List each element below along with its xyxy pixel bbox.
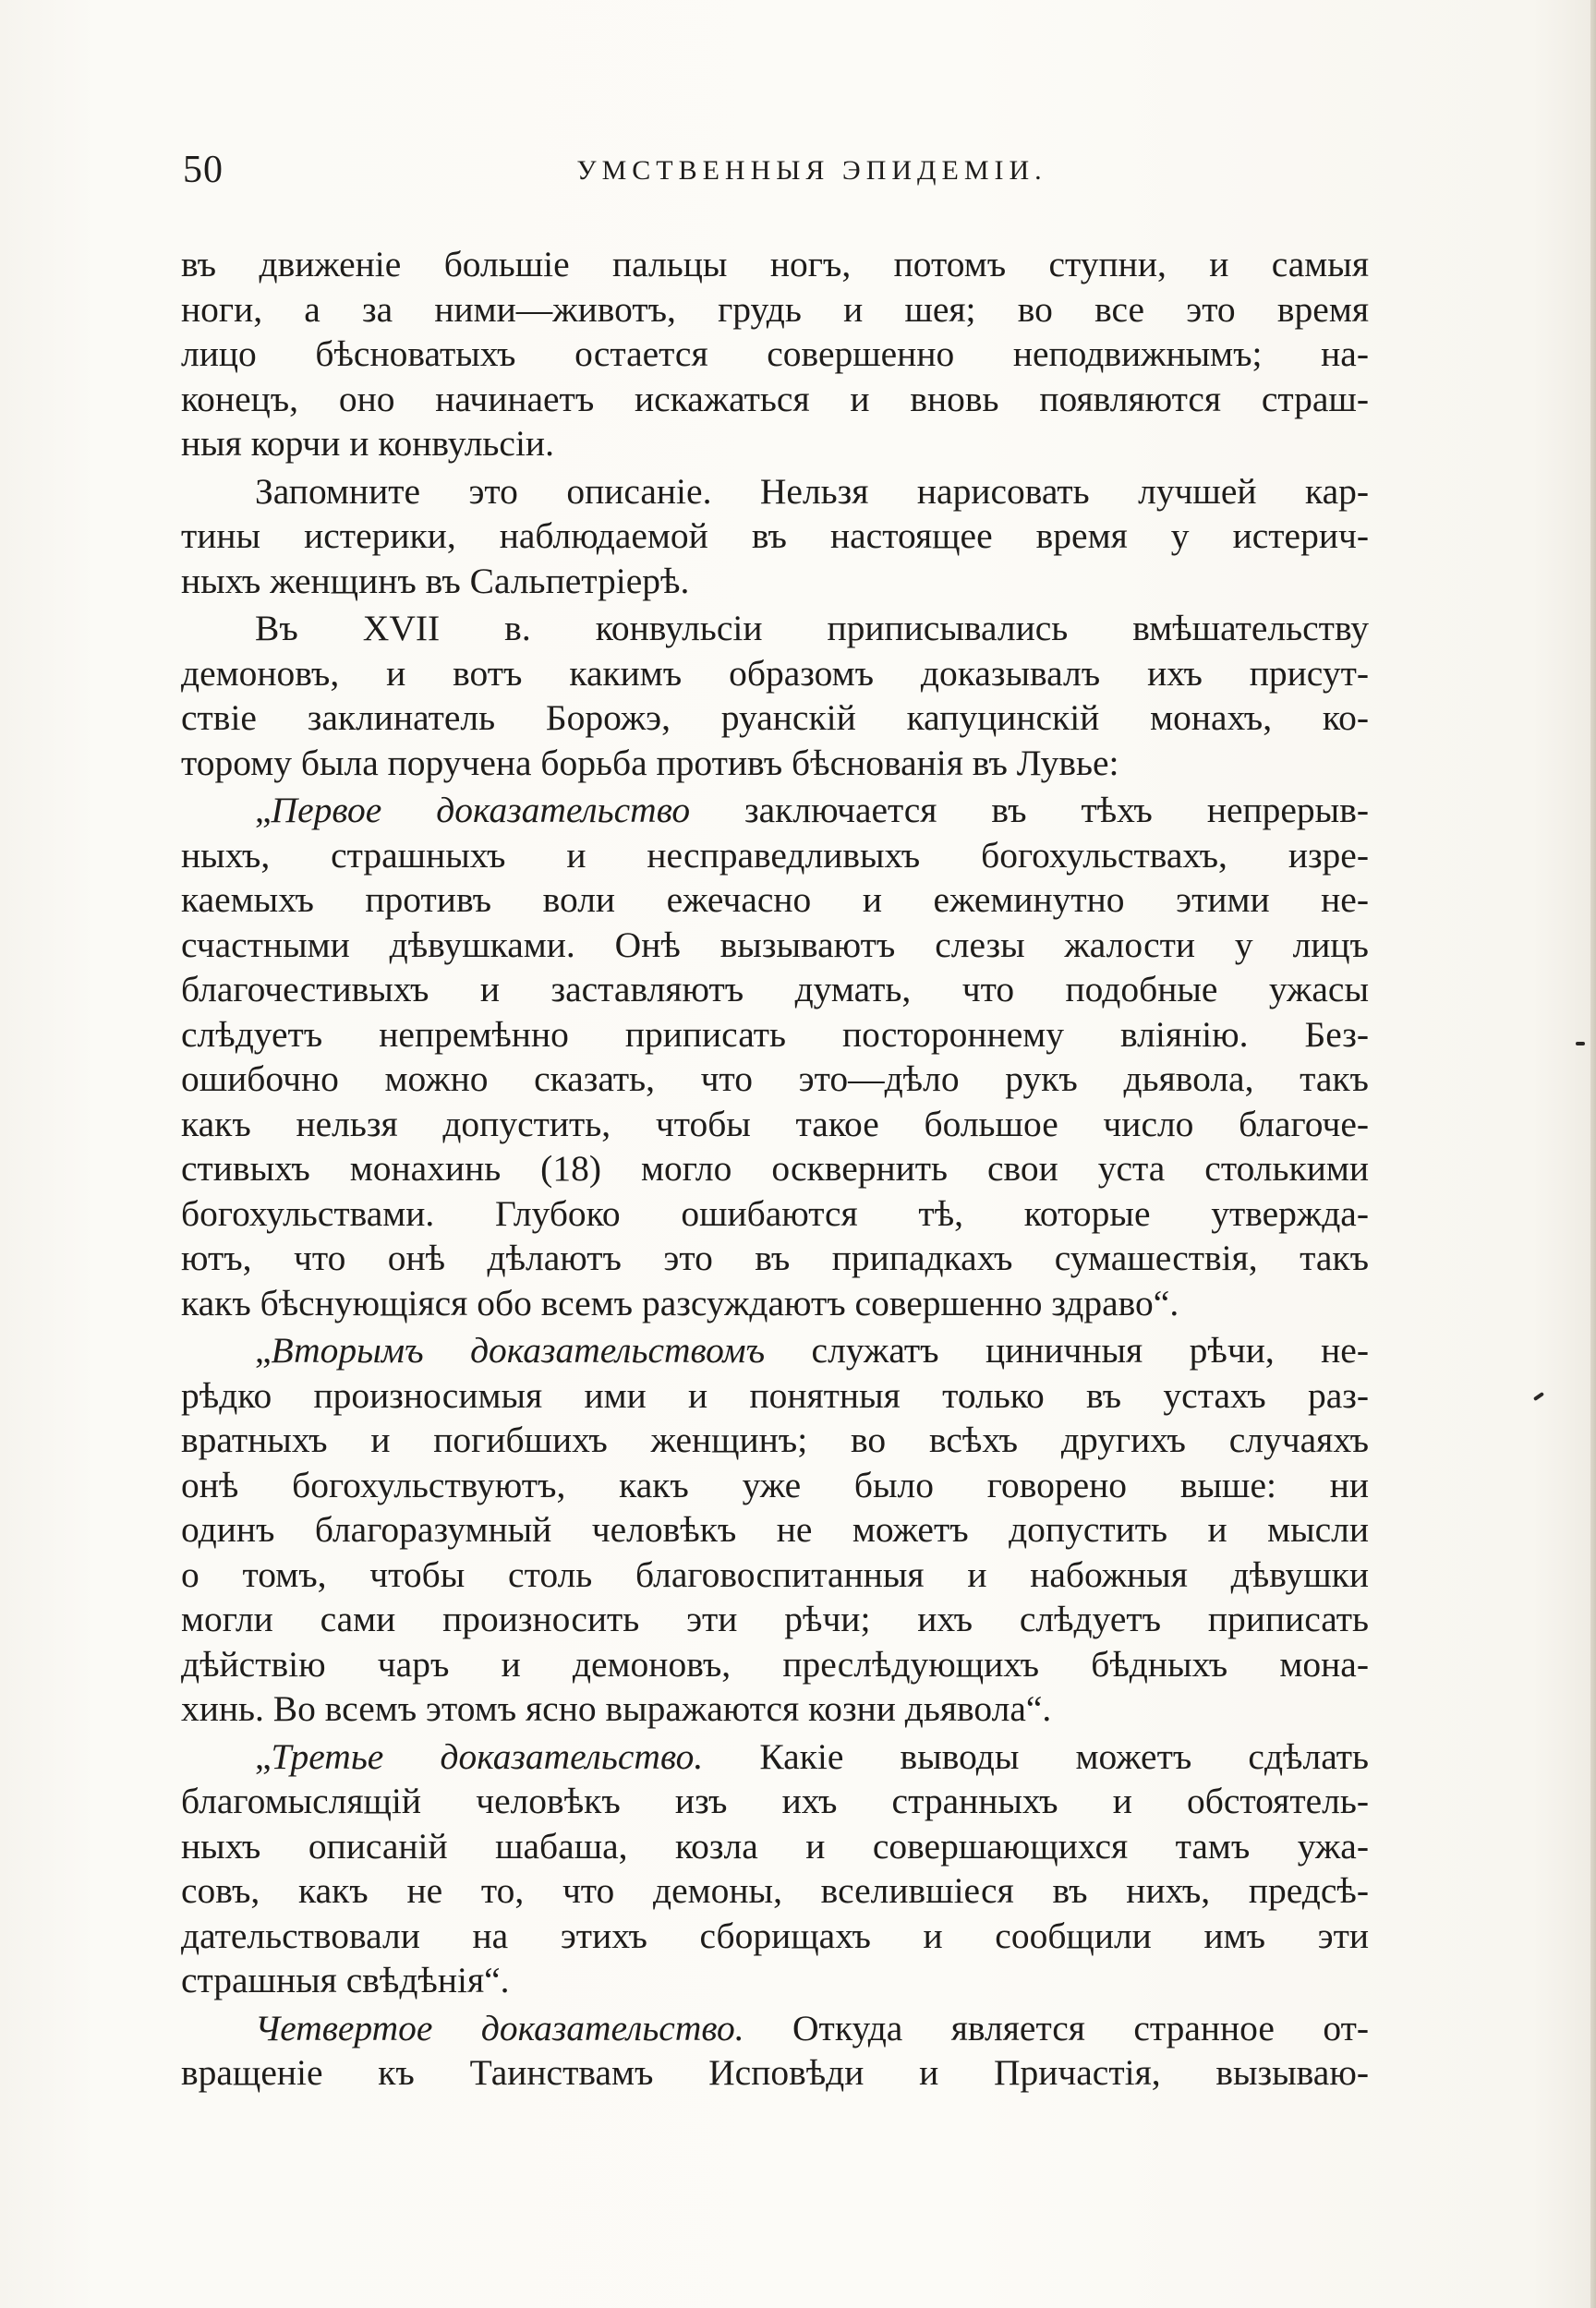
text-line xyxy=(181,1734,1369,1780)
paragraph xyxy=(181,1328,1369,1732)
text-segment: ныя корчи и конвульсіи. xyxy=(181,423,554,464)
paragraph xyxy=(181,788,1369,1325)
text-segment: благочестивыхъ и заставляютъ думать, что подобные ужасы xyxy=(181,969,1369,1009)
text-segment: могли сами произносить эти рѣчи; ихъ слѣдуетъ приписать xyxy=(181,1599,1369,1639)
text-segment: ствіе заклинатель Борожэ, руанскій капуцинскій монахъ, ко- xyxy=(181,697,1369,738)
text-segment: конецъ, оно начинаетъ искажаться и вновь появляются страш- xyxy=(181,378,1369,419)
text-segment: ныхъ описаній шабаша, козла и совершающихся тамъ ужа- xyxy=(181,1825,1369,1867)
text-line xyxy=(181,1281,1369,1326)
text-line xyxy=(181,695,1369,741)
italic-text: Вторымъ доказательствомъ xyxy=(271,1330,766,1371)
text-line xyxy=(181,1824,1369,1869)
text-line xyxy=(181,332,1369,377)
text-line xyxy=(181,1553,1369,1598)
text-line xyxy=(181,1418,1369,1463)
text-segment: какъ бѣснующіяся обо всемъ разсуждаютъ совершенно здраво“. xyxy=(181,1282,1179,1323)
text-line xyxy=(181,1868,1369,1914)
text-line xyxy=(181,1191,1369,1237)
text-line xyxy=(181,1642,1369,1687)
text-segment: одинъ благоразумный человѣкъ не можетъ допустить и мысли xyxy=(181,1509,1369,1550)
text-line xyxy=(181,1102,1369,1147)
text-segment: служатъ циничныя рѣчи, не- xyxy=(765,1330,1369,1371)
text-line xyxy=(181,606,1369,651)
text-segment: страшныя свѣдѣнія“. xyxy=(181,1960,510,2000)
text-segment: Въ XVII в. конвульсіи приписывались вмѣшательству xyxy=(255,608,1369,648)
text-segment: ноги, а за ними—животъ, грудь и шея; во все это время xyxy=(181,288,1369,330)
paragraph xyxy=(181,242,1369,466)
text-segment: дательствовали на этихъ сборищахъ и сообщили имъ эти xyxy=(181,1915,1369,1956)
text-line xyxy=(181,1236,1369,1281)
text-segment: хинь. Во всемъ этомъ ясно выражаются козни дьявола“. xyxy=(181,1688,1052,1729)
text-line xyxy=(181,242,1369,287)
text-segment: „ xyxy=(255,1330,272,1371)
text-line xyxy=(181,514,1369,559)
text-segment: Запомните это описаніе. Нельзя нарисовать лучшей кар- xyxy=(255,470,1369,512)
text-segment: ошибочно можно сказать, что это—дѣло рукъ дьявола, такъ xyxy=(181,1058,1369,1099)
text-line xyxy=(181,967,1369,1012)
page-header xyxy=(183,148,1367,203)
text-segment: счастными дѣвушками. Онѣ вызываютъ слезы жалости у лицъ xyxy=(181,924,1369,965)
text-segment: богохульствами. Глубоко ошибаются тѣ, которые утвержда- xyxy=(181,1192,1369,1234)
text-segment: о томъ, чтобы столь благовоспитанныя и набожныя дѣвушки xyxy=(181,1553,1369,1595)
text-segment: рѣдко произносимыя ими и понятныя только въ устахъ раз- xyxy=(181,1374,1369,1416)
text-line xyxy=(181,2006,1369,2051)
text-segment: заключается въ тѣхъ непрерыв- xyxy=(690,790,1370,830)
page-edge xyxy=(1590,0,1596,2308)
paragraph xyxy=(181,2006,1369,2096)
text-segment: ныхъ женщинъ въ Сальпетріерѣ. xyxy=(181,560,690,601)
text-line xyxy=(181,1463,1369,1508)
text-segment: торому была поручена борьба противъ бѣснованія въ Лувье: xyxy=(181,742,1119,783)
italic-text: Четвертое доказательство. xyxy=(255,2007,744,2048)
text-line xyxy=(181,1507,1369,1553)
text-segment: слѣдуетъ непремѣнно приписать постороннему вліянію. Без- xyxy=(181,1013,1369,1055)
text-line xyxy=(181,651,1369,696)
text-line xyxy=(181,1958,1369,2003)
text-line xyxy=(181,1779,1369,1824)
text-segment: Откуда является странное от- xyxy=(744,2007,1369,2048)
text-line xyxy=(181,1914,1369,1959)
text-segment: ныхъ, страшныхъ и несправедливыхъ богохульствахъ, изре- xyxy=(181,834,1369,876)
text-line xyxy=(181,1057,1369,1102)
text-line xyxy=(181,287,1369,332)
text-line xyxy=(181,833,1369,878)
text-line xyxy=(181,1328,1369,1373)
text-segment: совъ, какъ не то, что демоны, вселившіеся въ нихъ, предсѣ- xyxy=(181,1870,1369,1911)
body-text xyxy=(181,242,1369,2096)
text-line xyxy=(181,377,1369,422)
text-segment: лицо бѣсноватыхъ остается совершенно неподвижнымъ; на- xyxy=(181,333,1369,374)
page-number: 50 xyxy=(183,149,224,191)
text-line xyxy=(181,1146,1369,1191)
paragraph xyxy=(181,1734,1369,2003)
text-line xyxy=(181,788,1369,833)
text-segment: дѣйствію чаръ и демоновъ, преслѣдующихъ бѣдныхъ мона- xyxy=(181,1643,1369,1685)
text-segment: демоновъ, и вотъ какимъ образомъ доказывалъ ихъ присут- xyxy=(181,652,1369,694)
text-line xyxy=(181,469,1369,514)
text-line xyxy=(181,877,1369,923)
text-segment: онѣ богохульствуютъ, какъ уже было говорено выше: ни xyxy=(181,1464,1369,1505)
text-segment: „ xyxy=(255,790,272,830)
text-line xyxy=(181,923,1369,968)
paragraph xyxy=(181,469,1369,604)
text-segment: вратныхъ и погибшихъ женщинъ; во всѣхъ другихъ случаяхъ xyxy=(181,1420,1369,1460)
paragraph xyxy=(181,606,1369,785)
text-line xyxy=(181,559,1369,604)
running-title: УМСТВЕННЫЯ ЭПИДЕМІИ. xyxy=(576,155,1047,186)
text-line xyxy=(181,421,1369,466)
text-segment: Какіе выводы можетъ сдѣлать xyxy=(703,1735,1370,1777)
text-line xyxy=(181,1597,1369,1642)
text-segment: стивыхъ монахинь (18) могло осквернить свои уста столькими xyxy=(181,1148,1369,1189)
text-segment: какъ нельзя допустить, чтобы такое большое число благоче- xyxy=(181,1103,1369,1144)
text-segment: „ xyxy=(255,1735,272,1777)
italic-text: Первое доказательство xyxy=(271,790,691,830)
text-line xyxy=(181,2050,1369,2096)
text-segment: вращеніе къ Таинствамъ Исповѣди и Причастія, вызываю- xyxy=(181,2052,1369,2093)
text-segment: каемыхъ противъ воли ежечасно и ежеминутно этими не- xyxy=(181,879,1369,920)
ink-speck xyxy=(1533,1392,1544,1401)
italic-text: Третье доказательство. xyxy=(271,1735,704,1777)
text-segment: ютъ, что онѣ дѣлаютъ это въ припадкахъ сумашествія, такъ xyxy=(181,1238,1369,1278)
text-line xyxy=(181,741,1369,786)
text-segment: въ движеніе большіе пальцы ногъ, потомъ ступни, и самыя xyxy=(181,244,1369,284)
text-line xyxy=(181,1373,1369,1419)
text-line xyxy=(181,1012,1369,1057)
text-segment: тины истерики, наблюдаемой въ настоящее время у истерич- xyxy=(181,515,1369,556)
text-line xyxy=(181,1686,1369,1732)
text-segment: благомыслящій человѣкъ изъ ихъ странныхъ и обстоятель- xyxy=(181,1781,1369,1821)
ink-speck xyxy=(1576,1042,1585,1045)
